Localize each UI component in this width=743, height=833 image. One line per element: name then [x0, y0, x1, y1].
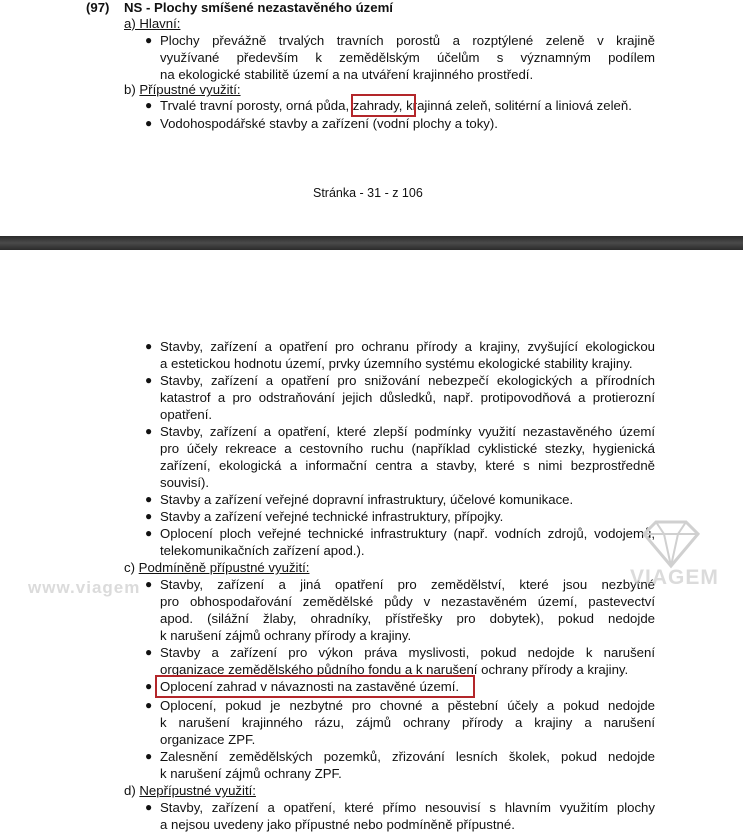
label-text: Podmíněně přípustné využití: — [138, 560, 310, 575]
diamond-logo-icon — [636, 520, 706, 570]
a-item-line: Plochy převážně trvalých travních porostů a rozptýlené zeleně v krajině — [160, 33, 655, 48]
b-cont-line: katastrof a pro odstraňování jejich důsledků, např. protipovodňová a protierozní — [160, 390, 655, 405]
watermark-left: www.viagem — [28, 578, 141, 597]
bullet-icon: ● — [145, 698, 153, 712]
b-cont-line: Oplocení ploch veřejné technické infrastruktury (např. vodních zdrojů, vodojemů, — [160, 526, 655, 541]
bullet-icon: ● — [145, 116, 153, 130]
c-item-line: Stavby, zařízení a jiná opatření pro zemědělství, které jsou nezbytné — [160, 577, 655, 592]
c-item-line: k narušení zájmů ochrany přírody a krajiny. — [160, 628, 412, 643]
b-cont-line: zařízení, ekologická a informační centra a stavby, které s nimi bezprostředně — [160, 458, 655, 473]
bullet-icon: ● — [145, 492, 153, 506]
document-page-top — [0, 0, 743, 236]
c-item-line: Oplocení, pokud je nezbytné pro chovné a pěstební účely a pokud nedojde — [160, 698, 655, 713]
page-divider — [0, 236, 743, 250]
bullet-icon: ● — [145, 645, 153, 659]
b-cont-line: telekomunikačních zařízení apod.). — [160, 543, 365, 558]
page-number: Stránka - 31 - z 106 — [313, 186, 423, 200]
bullet-icon: ● — [145, 339, 153, 353]
bullet-icon: ● — [145, 98, 153, 112]
label-prefix: d) — [124, 783, 140, 798]
subsection-b-label — [124, 81, 241, 98]
bullet-icon: ● — [145, 679, 153, 693]
bullet-icon: ● — [145, 800, 153, 814]
highlight-box — [155, 675, 475, 698]
b-item-1-highlight: zahrady, — [352, 98, 403, 113]
c-item-line: k narušení krajinného rázu, zájmů ochrany přírody a krajiny a narušení — [160, 715, 655, 730]
b-cont-line: a estetickou hodnotu území, prvky územního systému ekologické stability krajiny. — [160, 356, 633, 371]
b-cont-line: Stavby, zařízení a opatření pro snižování nebezpečí ekologických a přírodních — [160, 373, 655, 388]
watermark-right: VIAGEM — [630, 566, 719, 589]
bullet-icon: ● — [145, 526, 153, 540]
c-item-line: k narušení zájmů ochrany ZPF. — [160, 766, 342, 781]
b-item-1-after: krajinná zeleň, solitérní a liniová zeleň. — [406, 98, 632, 113]
a-item-line: na ekologické stabilitě území a na utváření krajinného prostředí. — [160, 67, 534, 82]
document-page-bottom — [0, 250, 743, 832]
b-cont-line: opatření. — [160, 407, 213, 422]
label-text: Přípustné využití: — [139, 82, 241, 97]
a-item-line: využívané především k zemědělským účelům s významným podílem — [160, 50, 655, 65]
subsection-a-label — [124, 15, 180, 32]
c-item-line: Zalesnění zemědělských pozemků, zřizování lesních školek, pokud nedojde — [160, 749, 655, 764]
b-cont-line: Stavby, zařízení a opatření, které zlepší podmínky využití nezastavěného území — [160, 424, 655, 439]
c-item-line: Stavby a zařízení pro výkon práva myslivosti, pokud nedojde k narušení — [160, 645, 655, 660]
section-number: (97) — [86, 0, 110, 15]
subsection-a-text: a) Hlavní: — [124, 16, 181, 31]
c-highlight-item: Oplocení zahrad v návaznosti na zastavěné území. — [160, 679, 460, 694]
b-cont-line: Stavby, zařízení a opatření pro ochranu přírody a krajiny, zvyšující ekologickou — [160, 339, 655, 354]
b-cont-line: Stavby a zařízení veřejné technické infrastruktury, přípojky. — [160, 509, 504, 524]
bullet-icon: ● — [145, 509, 153, 523]
section-title: NS - Plochy smíšené nezastavěného území — [124, 0, 393, 15]
b-item-1-before: Trvalé travní porosty, orná půda, — [160, 98, 350, 113]
label-prefix: b) — [124, 82, 140, 97]
b-cont-line: Stavby a zařízení veřejné dopravní infrastruktury, účelové komunikace. — [160, 492, 574, 507]
c-item-line: pro obhospodařování zemědělské půdy v nezastavěném území, pastevectví — [160, 594, 655, 609]
bullet-icon: ● — [145, 749, 153, 763]
subsection-d-label — [124, 782, 256, 799]
highlight-box — [351, 94, 416, 117]
bullet-icon: ● — [145, 577, 153, 591]
bullet-icon: ● — [145, 33, 153, 47]
c-item-line: organizace ZPF. — [160, 732, 256, 747]
bullet-icon: ● — [145, 373, 153, 387]
b-cont-line: souvisí). — [160, 475, 210, 490]
b-item-2: Vodohospodářské stavby a zařízení (vodní plochy a toky). — [160, 116, 498, 131]
c-item-line: apod. (silážní žlaby, ohradníky, přístřešky pro dobytek), pokud nedojde — [160, 611, 655, 626]
label-prefix: c) — [124, 560, 139, 575]
label-text: Nepřípustné využití: — [139, 783, 256, 798]
d-item-line: Stavby, zařízení a opatření, které přímo nesouvisí s hlavním využitím plochy — [160, 800, 655, 815]
subsection-c-label — [124, 559, 309, 576]
b-cont-line: pro účely rekreace a cestovního ruchu (například cyklistické stezky, hygienická — [160, 441, 655, 456]
bullet-icon: ● — [145, 424, 153, 438]
d-item-line: a nejsou uvedeny jako přípustné nebo podmíněně přípustné. — [160, 817, 515, 832]
c-item-line: organizace zemědělského půdního fondu a k narušení ochrany přírody a krajiny. — [160, 662, 629, 677]
